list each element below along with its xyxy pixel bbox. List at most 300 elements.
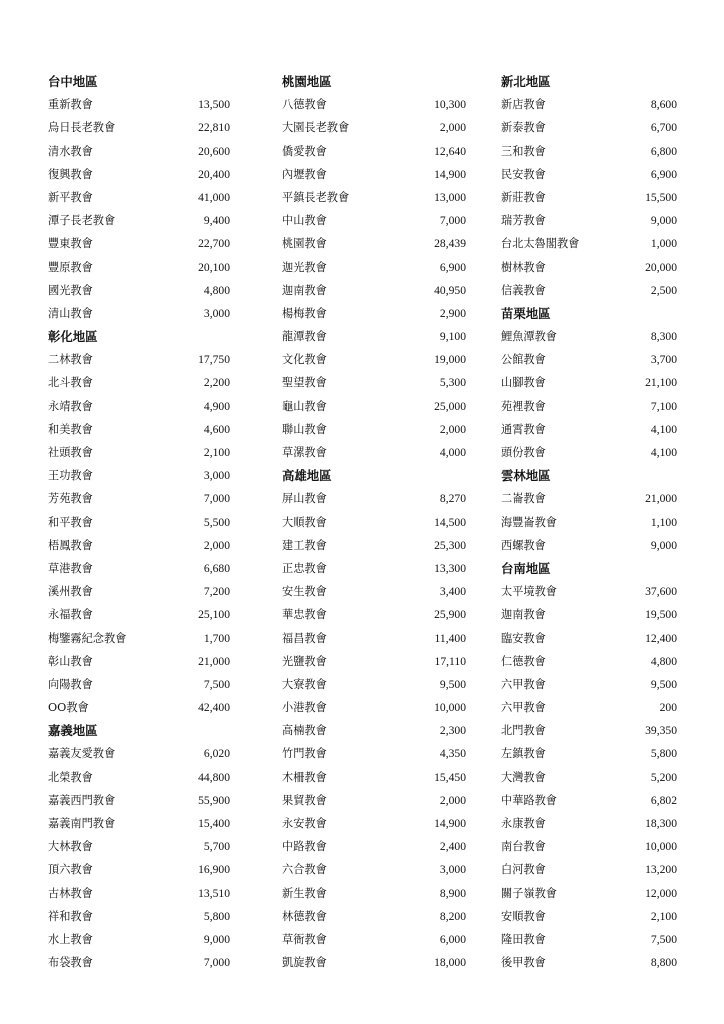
church-name: 二崙教會	[501, 492, 546, 506]
church-name: 信義教會	[501, 283, 546, 297]
donation-amount: 5,500	[203, 515, 230, 529]
region-heading	[501, 557, 677, 580]
donation-amount: 200	[659, 701, 677, 715]
church-row	[48, 256, 230, 279]
church-name: 楊梅教會	[282, 306, 327, 320]
donation-amount: 44,800	[198, 770, 230, 784]
donation-amount: 2,000	[439, 121, 466, 135]
church-row	[282, 742, 466, 765]
donation-amount: 39,350	[645, 724, 677, 738]
donation-amount: 14,900	[434, 167, 466, 181]
church-row	[48, 487, 230, 510]
donation-amount: 9,500	[439, 677, 466, 691]
donation-amount: 6,020	[203, 747, 230, 761]
church-name: 重新教會	[48, 98, 93, 112]
donation-amount: 4,800	[203, 283, 230, 297]
church-name: 林德教會	[282, 909, 327, 923]
donation-amount: 12,640	[434, 144, 466, 158]
church-row	[501, 511, 677, 534]
church-name: 新生教會	[282, 886, 327, 900]
donation-amount: 12,400	[645, 631, 677, 645]
church-row	[282, 719, 466, 742]
church-name: 木柵教會	[282, 770, 327, 784]
donation-amount: 6,800	[650, 144, 677, 158]
church-row	[282, 487, 466, 510]
church-name: 文化教會	[282, 353, 327, 367]
church-row	[501, 650, 677, 673]
church-row	[282, 140, 466, 163]
church-row	[48, 348, 230, 371]
church-name: 永靖教會	[48, 399, 93, 413]
church-row	[48, 186, 230, 209]
donation-amount: 8,800	[650, 956, 677, 970]
donation-amount: 8,300	[650, 330, 677, 344]
church-name: 龍潭教會	[282, 330, 327, 344]
donation-amount: 2,000	[439, 422, 466, 436]
church-name: 新店教會	[501, 98, 546, 112]
church-name: 太平境教會	[501, 585, 557, 599]
region-name: 新北地區	[501, 74, 551, 89]
region-name: 高雄地區	[282, 468, 332, 484]
church-name: 安生教會	[282, 585, 327, 599]
church-name: 布袋教會	[48, 956, 93, 970]
church-row	[282, 116, 466, 139]
church-name: 頂六教會	[48, 863, 93, 877]
donation-amount: 3,000	[439, 863, 466, 877]
church-name: 豐原教會	[48, 260, 93, 274]
church-name: 和美教會	[48, 422, 93, 436]
church-row	[48, 441, 230, 464]
church-row	[501, 719, 677, 742]
church-name: 草漯教會	[282, 446, 327, 459]
church-row	[48, 511, 230, 534]
church-name: 果貿教會	[282, 793, 327, 807]
church-row	[48, 580, 230, 603]
church-row	[48, 951, 230, 974]
donation-amount: 1,100	[650, 515, 677, 529]
church-row	[48, 742, 230, 765]
church-row	[282, 186, 466, 209]
church-name: 關子嶺教會	[501, 886, 557, 900]
church-row	[501, 905, 677, 928]
church-name: 正忠教會	[282, 561, 327, 575]
church-name: 八德教會	[282, 98, 327, 112]
donation-amount: 4,000	[439, 446, 466, 459]
church-name: 永康教會	[501, 817, 546, 830]
church-row	[501, 882, 677, 905]
church-row	[48, 557, 230, 580]
church-name: 嘉義友愛教會	[48, 747, 116, 761]
donation-amount: 9,000	[650, 538, 677, 552]
church-row	[282, 905, 466, 928]
donation-amount: 25,900	[434, 608, 466, 622]
church-name: 新莊教會	[501, 190, 546, 204]
donation-amount: 2,400	[439, 840, 466, 854]
donation-amount: 13,500	[198, 98, 230, 112]
church-row	[282, 348, 466, 371]
donation-amount: 20,600	[198, 144, 230, 158]
region-heading	[501, 302, 677, 325]
church-row	[48, 696, 230, 719]
donation-amount: 20,100	[198, 260, 230, 274]
church-name: 大灣教會	[501, 770, 546, 784]
church-row	[501, 186, 677, 209]
church-name: 烏日長老教會	[48, 121, 116, 135]
region-heading	[48, 325, 230, 348]
donation-amount: 10,000	[434, 701, 466, 715]
donation-amount: 11,400	[434, 631, 466, 645]
church-name: 中華路教會	[501, 793, 557, 807]
donation-amount: 7,100	[650, 399, 677, 413]
church-row	[501, 487, 677, 510]
church-row	[48, 418, 230, 441]
church-row	[501, 603, 677, 626]
church-row	[282, 812, 466, 835]
donation-amount: 42,400	[198, 701, 230, 715]
region-name: 桃園地區	[282, 74, 332, 89]
donation-amount: 25,300	[434, 538, 466, 552]
church-row	[501, 140, 677, 163]
church-row	[48, 882, 230, 905]
church-name: 六合教會	[282, 863, 327, 877]
region-heading	[501, 464, 677, 487]
church-name: 北斗教會	[48, 376, 93, 390]
church-name: 竹門教會	[282, 747, 327, 761]
donation-amount: 19,500	[645, 608, 677, 622]
donation-amount: 4,350	[439, 747, 466, 761]
church-name: 彰山教會	[48, 654, 93, 668]
donation-amount: 3,400	[439, 585, 466, 599]
donation-amount: 55,900	[198, 793, 230, 807]
church-row	[282, 511, 466, 534]
church-row	[501, 371, 677, 394]
donation-amount: 5,300	[439, 376, 466, 390]
church-row	[48, 232, 230, 255]
donation-amount: 9,000	[650, 214, 677, 228]
church-name: 清水教會	[48, 144, 93, 158]
donation-amount: 10,000	[645, 840, 677, 854]
donation-amount: 12,000	[645, 886, 677, 900]
church-name: 白河教會	[501, 863, 546, 877]
church-row	[48, 858, 230, 881]
church-row	[501, 325, 677, 348]
donation-amount: 6,900	[650, 167, 677, 181]
donation-amount: 8,270	[439, 492, 466, 506]
church-name: 北門教會	[501, 724, 546, 738]
church-name: 民安教會	[501, 167, 546, 181]
church-row	[48, 789, 230, 812]
church-name: 高楠教會	[282, 724, 327, 738]
church-name: 後甲教會	[501, 956, 546, 970]
church-row	[501, 696, 677, 719]
church-row	[48, 140, 230, 163]
church-row	[501, 534, 677, 557]
church-name: 向陽教會	[48, 677, 93, 691]
column-2	[282, 70, 466, 974]
church-name: 六甲教會	[501, 701, 546, 715]
church-row	[501, 858, 677, 881]
donation-amount: 2,100	[203, 446, 230, 459]
church-name: 新泰教會	[501, 121, 546, 135]
church-row	[282, 627, 466, 650]
donation-amount: 4,800	[650, 654, 677, 668]
donation-amount: 9,500	[650, 677, 677, 691]
donation-amount: 3,700	[650, 353, 677, 367]
church-name: 通霄教會	[501, 422, 546, 436]
church-row	[282, 673, 466, 696]
donation-amount: 20,400	[198, 167, 230, 181]
donation-amount: 1,700	[203, 631, 230, 645]
donation-amount: 15,450	[434, 770, 466, 784]
church-row	[282, 696, 466, 719]
church-row	[501, 789, 677, 812]
church-row	[282, 93, 466, 116]
donation-amount: 4,100	[650, 422, 677, 436]
church-row	[282, 534, 466, 557]
church-name: 中山教會	[282, 214, 327, 228]
church-row	[282, 325, 466, 348]
donation-amount: 6,000	[439, 932, 466, 946]
region-heading	[48, 719, 230, 742]
church-row	[282, 858, 466, 881]
region-heading	[501, 70, 677, 93]
church-row	[48, 673, 230, 696]
church-name: 山腳教會	[501, 376, 546, 390]
church-row	[48, 279, 230, 302]
church-row	[501, 673, 677, 696]
church-row	[501, 835, 677, 858]
church-name: 聯山教會	[282, 422, 327, 436]
church-row	[282, 557, 466, 580]
church-name: 草港教會	[48, 561, 93, 575]
church-name: 豐東教會	[48, 237, 93, 251]
church-row	[501, 232, 677, 255]
donation-amount: 6,680	[203, 561, 230, 575]
donation-amount: 9,100	[439, 330, 466, 344]
donation-amount: 6,802	[650, 793, 677, 807]
donation-amount: 21,000	[198, 654, 230, 668]
donation-amount: 8,900	[439, 886, 466, 900]
church-name: 小港教會	[282, 701, 327, 715]
church-name: 迦光教會	[282, 260, 327, 274]
donation-amount: 6,900	[439, 260, 466, 274]
donation-amount: 7,000	[203, 492, 230, 506]
church-row	[48, 812, 230, 835]
church-name: 二林教會	[48, 353, 93, 367]
church-name: 草衙教會	[282, 932, 327, 946]
church-name: 復興教會	[48, 167, 93, 181]
donation-amount: 21,000	[645, 492, 677, 506]
donation-amount: 13,200	[645, 863, 677, 877]
church-name: 國光教會	[48, 283, 93, 297]
donation-amount: 22,700	[198, 237, 230, 251]
donation-amount: 4,900	[203, 399, 230, 413]
church-name: 華忠教會	[282, 608, 327, 622]
donation-amount: 2,500	[650, 283, 677, 297]
donation-amount: 9,000	[203, 932, 230, 946]
church-row	[501, 348, 677, 371]
church-name: 南台教會	[501, 840, 546, 854]
church-name: 大園長老教會	[282, 121, 350, 135]
church-name: 公館教會	[501, 353, 546, 367]
region-name: 台南地區	[501, 560, 551, 576]
church-row	[282, 163, 466, 186]
donation-amount: 2,000	[203, 538, 230, 552]
church-name: 梅鑒霧紀念教會	[48, 631, 127, 645]
region-heading	[48, 70, 230, 93]
church-name: 梧鳳教會	[48, 538, 93, 552]
donation-amount: 2,200	[203, 376, 230, 390]
church-name: 嘉義西門教會	[48, 793, 116, 807]
church-name: 中路教會	[282, 840, 327, 854]
church-name: 聖望教會	[282, 376, 327, 390]
church-row	[282, 835, 466, 858]
church-name: OO教會	[48, 701, 89, 715]
donation-amount: 4,100	[650, 446, 677, 459]
donation-amount: 13,300	[434, 561, 466, 575]
church-name: 和平教會	[48, 515, 93, 529]
church-row	[282, 256, 466, 279]
church-name: 凱旋教會	[282, 956, 327, 970]
church-row	[501, 418, 677, 441]
church-row	[48, 835, 230, 858]
church-row	[48, 766, 230, 789]
church-row	[501, 627, 677, 650]
church-name: 嘉義南門教會	[48, 817, 116, 830]
church-name: 鯉魚潭教會	[501, 330, 557, 344]
church-name: 溪州教會	[48, 585, 93, 599]
donation-amount: 15,400	[198, 817, 230, 830]
church-name: 三和教會	[501, 144, 546, 158]
church-row	[48, 163, 230, 186]
donation-amount: 5,200	[650, 770, 677, 784]
church-name: 僑愛教會	[282, 144, 327, 158]
church-row	[48, 928, 230, 951]
church-name: 大順教會	[282, 515, 327, 529]
church-name: 古林教會	[48, 886, 93, 900]
donation-amount: 40,950	[434, 283, 466, 297]
church-name: 迦南教會	[282, 283, 327, 297]
church-row	[282, 951, 466, 974]
church-row	[48, 302, 230, 325]
church-row	[501, 812, 677, 835]
donation-amount: 20,000	[645, 260, 677, 274]
donation-amount: 3,000	[203, 469, 230, 483]
church-name: 海豐崙教會	[501, 515, 557, 529]
church-name: 北榮教會	[48, 770, 93, 784]
donation-amount: 8,600	[650, 98, 677, 112]
donation-amount: 5,700	[203, 840, 230, 854]
donation-amount: 7,000	[439, 214, 466, 228]
church-name: 福昌教會	[282, 631, 327, 645]
region-name: 嘉義地區	[48, 723, 98, 739]
church-row	[282, 418, 466, 441]
church-row	[282, 395, 466, 418]
church-row	[48, 464, 230, 487]
church-name: 安順教會	[501, 909, 546, 923]
region-name: 彰化地區	[48, 329, 98, 345]
church-row	[501, 928, 677, 951]
donation-amount: 14,500	[434, 515, 466, 529]
region-name: 台中地區	[48, 74, 98, 89]
church-name: 臨安教會	[501, 631, 546, 645]
donation-amount: 21,100	[645, 376, 677, 390]
donation-amount: 1,000	[650, 237, 677, 251]
church-name: 仁德教會	[501, 654, 546, 668]
church-name: 內壢教會	[282, 167, 327, 181]
church-row	[282, 232, 466, 255]
church-name: 桃園教會	[282, 237, 327, 251]
donation-amount: 3,000	[203, 306, 230, 320]
church-name: 清山教會	[48, 306, 93, 320]
donation-amount: 5,800	[203, 909, 230, 923]
church-row	[501, 116, 677, 139]
donation-amount: 19,000	[434, 353, 466, 367]
church-row	[501, 395, 677, 418]
church-name: 台北太魯閣教會	[501, 237, 580, 251]
church-row	[282, 371, 466, 394]
church-row	[282, 766, 466, 789]
church-row	[282, 580, 466, 603]
church-name: 永安教會	[282, 817, 327, 830]
column-3	[501, 70, 677, 974]
church-name: 左鎮教會	[501, 747, 546, 761]
donation-amount: 18,000	[434, 956, 466, 970]
church-name: 頭份教會	[501, 446, 546, 459]
church-row	[48, 93, 230, 116]
church-row	[501, 580, 677, 603]
church-row	[501, 256, 677, 279]
church-row	[48, 534, 230, 557]
church-row	[501, 163, 677, 186]
church-name: 苑裡教會	[501, 399, 546, 413]
church-row	[48, 905, 230, 928]
donation-amount: 2,100	[650, 909, 677, 923]
church-row	[282, 441, 466, 464]
church-row	[48, 650, 230, 673]
donation-amount: 2,300	[439, 724, 466, 738]
church-row	[282, 928, 466, 951]
donation-amount: 2,900	[439, 306, 466, 320]
church-row	[48, 371, 230, 394]
church-name: 六甲教會	[501, 677, 546, 691]
donation-amount: 17,110	[434, 654, 466, 668]
church-row	[501, 441, 677, 464]
donation-amount: 15,500	[645, 190, 677, 204]
church-row	[282, 603, 466, 626]
church-row	[282, 882, 466, 905]
church-name: 平鎮長老教會	[282, 190, 350, 204]
donation-amount: 16,900	[198, 863, 230, 877]
church-name: 大林教會	[48, 840, 93, 854]
donation-amount: 22,810	[198, 121, 230, 135]
region-heading	[282, 70, 466, 93]
church-row	[48, 209, 230, 232]
church-row	[282, 302, 466, 325]
church-name: 祥和教會	[48, 909, 93, 923]
church-row	[501, 279, 677, 302]
donation-amount: 14,900	[434, 817, 466, 830]
region-name: 雲林地區	[501, 468, 551, 484]
church-row	[282, 789, 466, 812]
church-name: 瑞芳教會	[501, 214, 546, 228]
church-name: 西螺教會	[501, 538, 546, 552]
donation-amount: 6,700	[650, 121, 677, 135]
church-name: 樹林教會	[501, 260, 546, 274]
church-row	[501, 93, 677, 116]
church-name: 大寮教會	[282, 677, 327, 691]
donation-amount: 13,000	[434, 190, 466, 204]
